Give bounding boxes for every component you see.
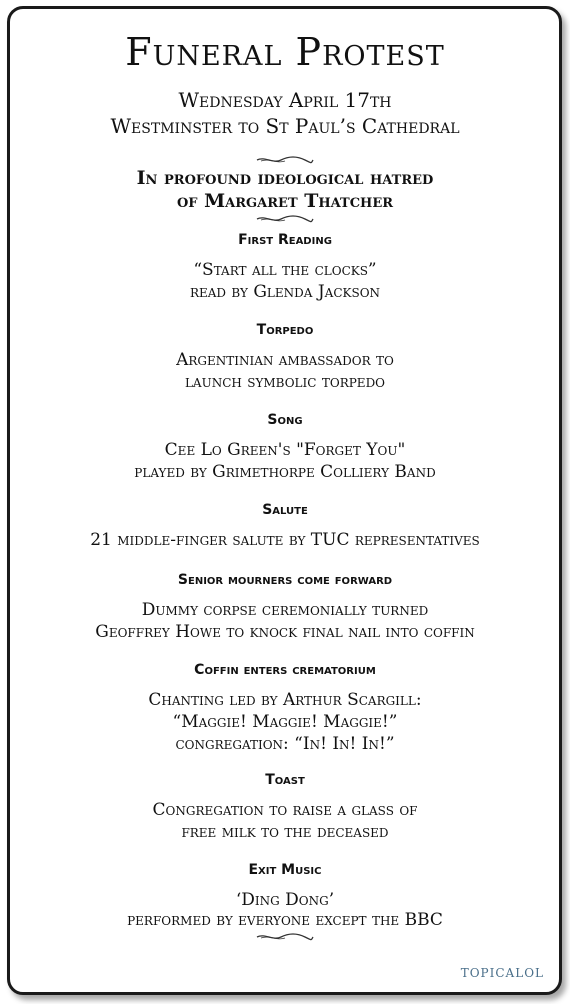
section-line: Chanting led by Arthur Scargill: bbox=[148, 690, 422, 710]
watermark: TOPICALOL bbox=[460, 966, 544, 980]
section-heading-song: Song bbox=[267, 412, 303, 428]
section-line: free milk to the deceased bbox=[181, 822, 389, 842]
section-line: performed by everyone except the BBC bbox=[127, 910, 443, 930]
section-heading-torpedo: Torpedo bbox=[256, 322, 314, 338]
section-line: Dummy corpse ceremonially turned bbox=[141, 600, 429, 620]
dedication-line-1: In profound ideological hatred bbox=[136, 167, 434, 189]
section-line: “Maggie! Maggie! Maggie!” bbox=[172, 712, 398, 732]
section-line: “Start all the clocks” bbox=[193, 260, 377, 280]
section-line: 21 middle-finger salute by TUC representatives bbox=[90, 530, 480, 550]
section-line: Cee Lo Green's "Forget You" bbox=[164, 440, 406, 460]
section-line: ‘Ding Dong’ bbox=[235, 890, 335, 910]
section-line: congregation: “In! In! In!” bbox=[175, 734, 395, 754]
section-line: Argentinian ambassador to bbox=[176, 350, 394, 370]
section-heading-exit-music: Exit Music bbox=[248, 862, 322, 878]
dedication-line-2: of Margaret Thatcher bbox=[176, 190, 394, 212]
section-heading-senior-mourners: Senior mourners come forward bbox=[177, 572, 393, 588]
section-line: played by Grimethorpe Colliery Band bbox=[134, 462, 436, 482]
section-line: Geoffrey Howe to knock final nail into coffin bbox=[95, 622, 475, 642]
ornament-divider-icon bbox=[255, 214, 315, 224]
section-line: launch symbolic torpedo bbox=[184, 372, 386, 392]
ornament-divider-icon bbox=[255, 155, 315, 165]
event-route: Westminster to St Paul’s Cathedral bbox=[110, 114, 460, 138]
ornament-divider-icon bbox=[255, 932, 315, 942]
page-title: Funeral Protest bbox=[125, 30, 445, 74]
section-heading-first-reading: First Reading bbox=[238, 232, 332, 248]
section-line: read by Glenda Jackson bbox=[189, 282, 381, 302]
section-heading-salute: Salute bbox=[262, 502, 308, 518]
section-heading-coffin-enters: Coffin enters crematorium bbox=[194, 662, 376, 678]
event-date: Wednesday April 17th bbox=[178, 88, 392, 112]
section-heading-toast: Toast bbox=[265, 772, 305, 788]
section-line: Congregation to raise a glass of bbox=[152, 800, 418, 820]
